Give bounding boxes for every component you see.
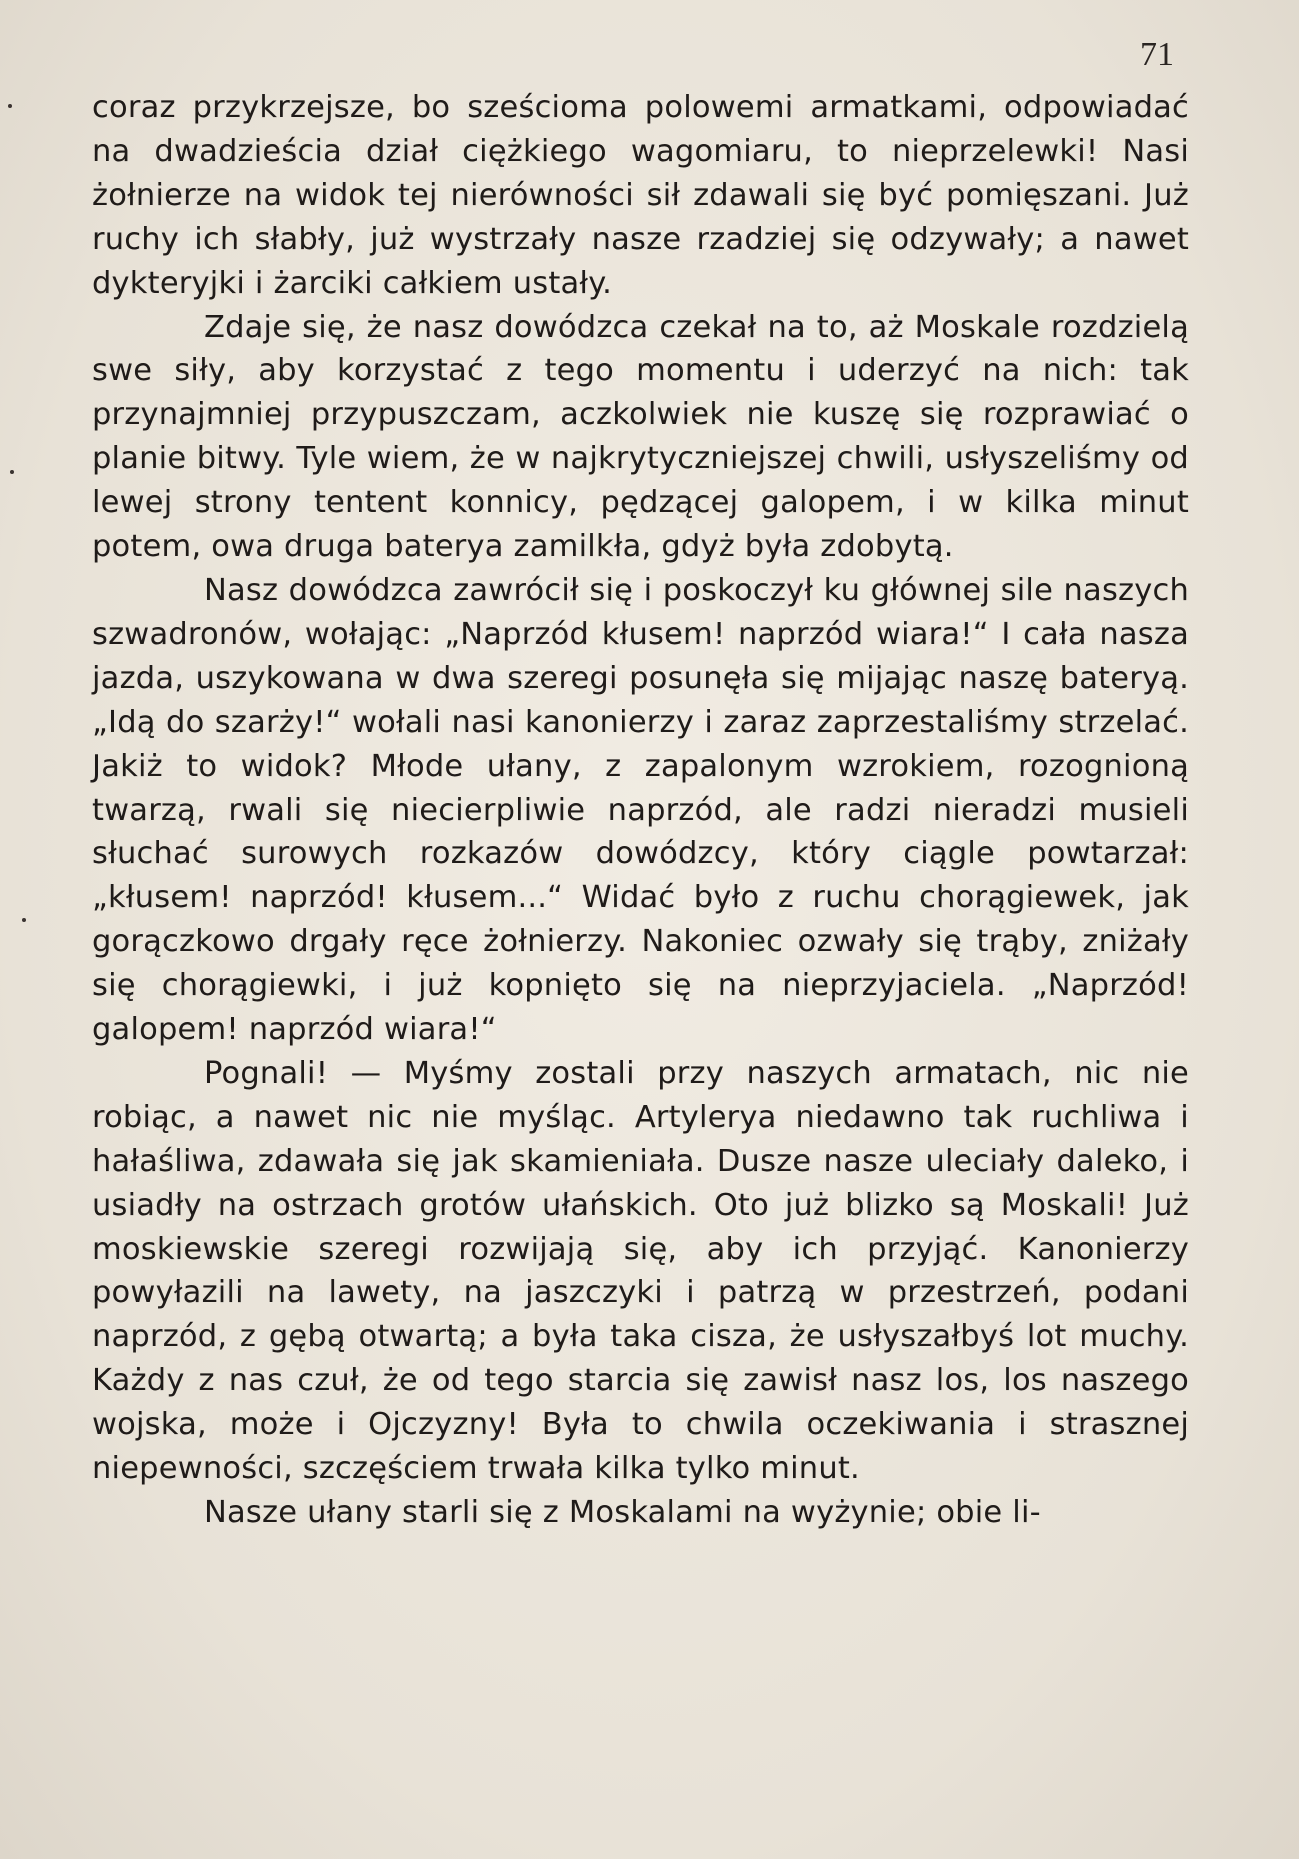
body-text — [92, 86, 1189, 1535]
paragraph: coraz przykrzejsze, bo sześcioma polowemi armatkami, odpowiadać na dwadzieścia dział ciężkiego wagomiaru, to nieprzelewki! Nasi żołnierze na widok tej nierówności sił zdawali się być pomięszani. Już ruchy ich słabły, już wystrzały nasze rzadziej się odzywały; a nawet dykteryjki i żarciki całkiem ustały. — [92, 90, 1189, 301]
margin-speck — [22, 918, 26, 922]
paragraph: Nasz dowódzca zawrócił się i poskoczył ku głównej sile naszych szwadronów, wołając: „Naprzód kłusem! naprzód wiara!“ I cała nasza jazda, uszykowana w dwa szeregi posunęła się mijając naszę bateryą. „Idą do szarży!“ wołali nasi kanonierzy i zaraz zaprzestaliśmy strzelać. Jakiż to widok? Młode ułany, z zapalonym wzrokiem, rozognioną twarzą, rwali się niecierpliwie naprzód, ale radzi nieradzi musieli słuchać surowych rozkazów dowódzcy, który ciągle powtarzał: „kłusem! naprzód! kłusem...“ Widać było z ruchu chorągiewek, jak gorączkowo drgały ręce żołnierzy. Nakoniec ozwały się trąby, zniżały się chorągiewki, i już kopnięto się na nieprzyjaciela. „Naprzód! galopem! naprzód wiara!“ — [92, 572, 1189, 1048]
paragraph: Pognali! — Myśmy zostali przy naszych armatach, nic nie robiąc, a nawet nic nie myśląc. Artylerya niedawno tak ruchliwa i hałaśliwa, zdawała się jak skamieniała. Dusze nasze uleciały daleko, i usiadły na ostrzach grotów ułańskich. Oto już blizko są Moskali! Już moskiewskie szeregi rozwijają się, aby ich przyjąć. Kanonierzy powyłazili na lawety, na jaszczyki i patrzą w przestrzeń, podani naprzód, z gębą otwartą; a była taka cisza, że usłyszałbyś lot muchy. Każdy z nas czuł, że od tego starcia się zawisł nasz los, los naszego wojska, może i Ojczyzny! Była to chwila oczekiwania i strasznej niepewności, szczęściem trwała kilka tylko minut. — [92, 1055, 1189, 1487]
paragraph: Zdaje się, że nasz dowódzca czekał na to, aż Moskale rozdzielą swe siły, aby korzystać z tego momentu i uderzyć na nich: tak przynajmniej przypuszczam, aczkolwiek nie kuszę się rozprawiać o planie bitwy. Tyle wiem, że w najkrytyczniejszej chwili, usłyszeliśmy od lewej strony tentent konnicy, pędzącej galopem, i w kilka minut potem, owa druga baterya zamilkła, gdyż była zdobytą. — [92, 309, 1189, 565]
margin-speck — [8, 104, 12, 108]
paragraph: Nasze ułany starli się z Moskalami na wyżynie; obie li- — [204, 1495, 1041, 1530]
page-number: 71 — [1140, 36, 1174, 73]
margin-speck — [10, 470, 14, 474]
